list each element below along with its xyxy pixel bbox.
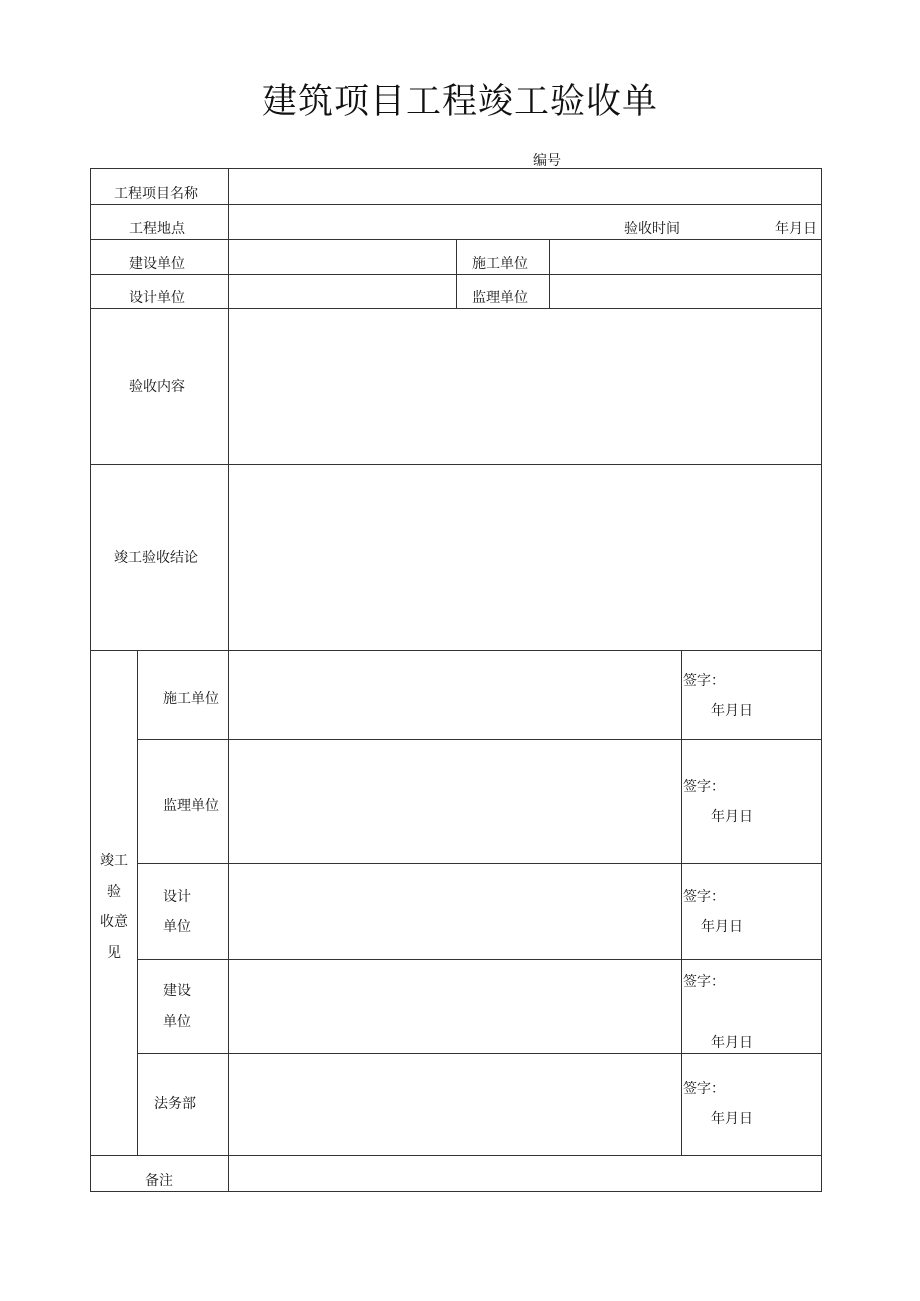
design-unit-label: 设计单位 [129,290,185,306]
document-title: 建筑项目工程竣工验收单 [261,82,658,122]
opinion-section-label-line: 竣工 [100,853,128,869]
owner-unit-label: 建设单位 [129,256,185,272]
acceptance-content-label: 验收内容 [129,379,185,395]
opinion-legal-date: 年月日 [711,1111,753,1127]
project-location-field[interactable] [230,206,610,238]
opinion-section-label-line: 收意 [100,914,128,930]
project-name-label: 工程项目名称 [114,186,198,202]
remarks-field[interactable] [230,1157,820,1190]
acceptance-content-field[interactable] [230,310,820,463]
opinion-supervisor-signature: 签字： [683,779,725,795]
opinion-contractor-date: 年月日 [711,703,753,719]
opinion-supervisor-field[interactable] [230,741,680,862]
opinion-legal-signature: 签字： [683,1081,725,1097]
opinion-legal-label: 法务部 [154,1096,196,1112]
opinion-design-field[interactable] [230,865,680,958]
opinion-owner-date: 年月日 [711,1035,753,1051]
acceptance-date-text: 年月日 [775,221,817,237]
opinion-legal-field[interactable] [230,1055,680,1154]
opinion-owner-label-line: 单位 [163,1014,191,1030]
owner-unit-field[interactable] [230,241,455,273]
opinion-design-label-line: 单位 [163,919,191,935]
conclusion-field[interactable] [230,466,820,649]
opinion-owner-signature: 签字： [683,974,725,990]
project-location-label: 工程地点 [129,221,185,237]
remarks-label: 备注 [145,1173,173,1189]
opinion-section-label-line: 验 [107,884,121,900]
supervisor-unit-label: 监理单位 [472,290,528,306]
opinion-owner-field[interactable] [230,961,680,1052]
opinion-section-label-line: 见 [107,945,121,961]
design-unit-field[interactable] [230,276,455,307]
opinion-supervisor-date: 年月日 [711,809,753,825]
opinion-design-date: 年月日 [701,919,743,935]
opinion-design-signature: 签字： [683,889,725,905]
serial-number-label: 编号 [533,153,561,169]
opinion-contractor-label: 施工单位 [163,691,219,707]
opinion-design-label-line: 设计 [163,889,191,905]
opinion-contractor-field[interactable] [230,652,680,738]
opinion-supervisor-label: 监理单位 [163,798,219,814]
conclusion-label: 竣工验收结论 [114,550,198,566]
project-name-field[interactable] [230,170,820,203]
acceptance-time-label: 验收时间 [624,221,680,237]
supervisor-unit-field[interactable] [551,276,820,307]
opinion-contractor-signature: 签字： [683,673,725,689]
contractor-unit-field[interactable] [551,241,820,273]
opinion-owner-label-line: 建设 [163,983,191,999]
contractor-unit-label: 施工单位 [472,256,528,272]
